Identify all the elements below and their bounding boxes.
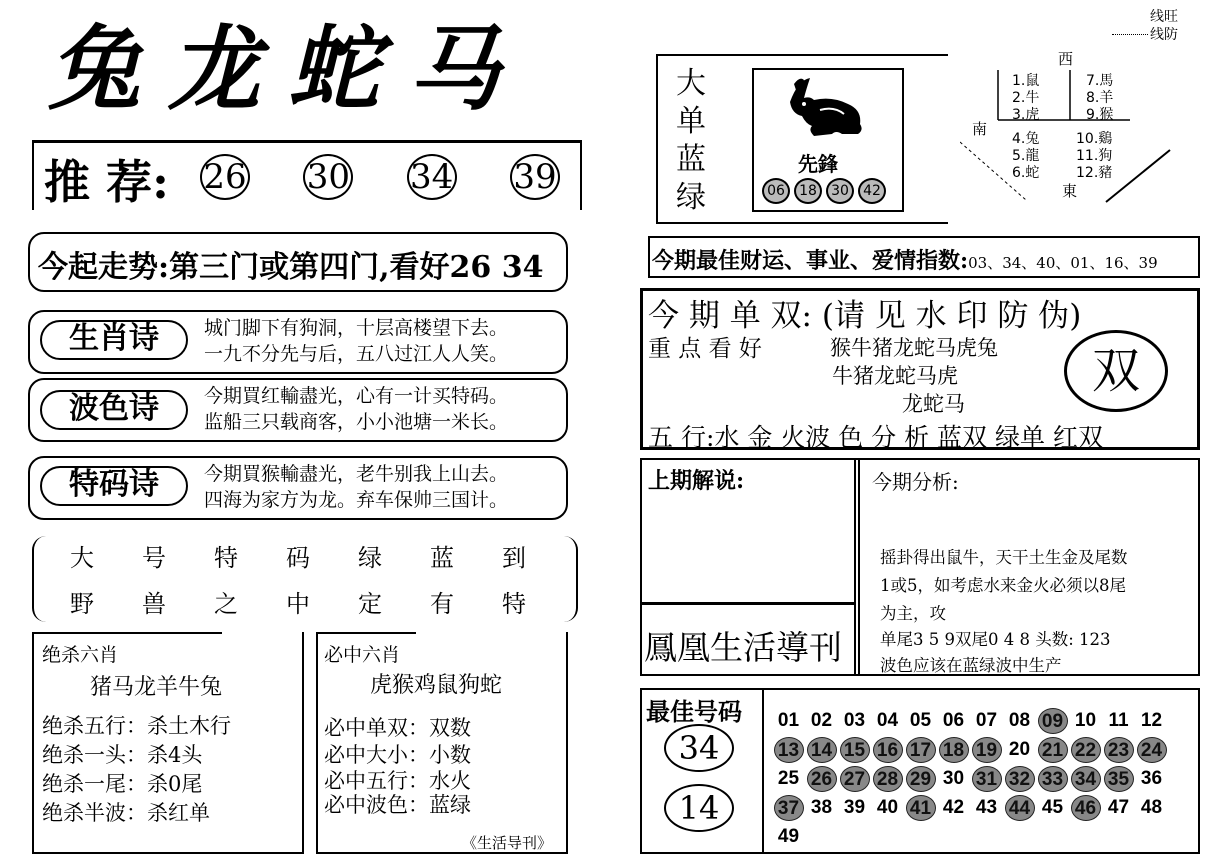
lottery-number: 39: [843, 796, 866, 818]
poem-line: 监船三只载商客，小小池塘一米长。: [204, 411, 509, 433]
banner-char: 兽: [142, 590, 166, 618]
banner-char: 特: [502, 590, 526, 618]
lottery-number: 18: [939, 737, 969, 763]
must-box-top-line: [316, 632, 416, 634]
recommend-label: 推 荐:: [44, 155, 169, 209]
rabbit-icon: [780, 74, 876, 144]
compass-item: 7.馬: [1086, 73, 1114, 89]
number-row: [772, 793, 1196, 822]
oddeven-focus-label: 重 点 看 好: [648, 336, 762, 362]
recommend-number: 39: [510, 154, 560, 200]
pioneer-label: 先鋒: [798, 152, 838, 176]
recommend-number: 26: [200, 154, 250, 200]
index-values: 03、34、40、01、16、39: [968, 254, 1158, 272]
compass-item: 9.猴: [1086, 107, 1114, 123]
banner-char: 野: [70, 590, 94, 618]
lottery-number: 28: [873, 766, 903, 792]
kill-title: 绝杀六肖: [42, 644, 119, 666]
lottery-number: 06: [942, 709, 965, 731]
lottery-number: 13: [774, 737, 804, 763]
analysis-line: 1或5，如考虑水来金火必须以8尾: [880, 576, 1126, 595]
analysis-line: 波色应该在蓝绿波中生产: [880, 656, 1062, 675]
banner-char: 中: [286, 590, 310, 618]
compass-west: 西: [1058, 50, 1074, 68]
lottery-number: 36: [1140, 767, 1163, 789]
recommend-number: 34: [407, 154, 457, 200]
lottery-number: 19: [972, 737, 1002, 763]
compass-item: 4.兔: [1012, 131, 1040, 147]
compass-east: 東: [1062, 182, 1078, 200]
lottery-number: 11: [1108, 709, 1129, 731]
brand-label: 鳳凰生活導刊: [644, 628, 842, 667]
oddeven-footer: 五 行:水 金 火波 色 分 析 蓝双 绿单 红双: [648, 423, 1103, 452]
compass-south: 南: [972, 120, 988, 138]
recommend-number: 30: [303, 154, 353, 200]
corner-dots: [1112, 34, 1148, 35]
lottery-number: 31: [972, 766, 1002, 792]
poem-line: 今期買猴輸盡光，老牛别我上山去。: [204, 463, 509, 485]
pioneer-ball: 18: [794, 178, 822, 204]
lottery-number: 32: [1005, 766, 1035, 792]
lottery-number: 41: [906, 795, 936, 821]
oddeven-line: 龙蛇马: [902, 392, 965, 416]
must-animals: 虎猴鸡鼠狗蛇: [370, 673, 503, 698]
lottery-number: 23: [1104, 737, 1134, 763]
kill-box-top-line: [32, 632, 222, 634]
lottery-number: 42: [942, 796, 965, 818]
number-row: [772, 706, 1196, 735]
page-title: 兔龙蛇马: [48, 15, 529, 123]
lottery-number: 08: [1008, 709, 1031, 731]
lottery-number: 49: [777, 825, 800, 847]
banner-row: [70, 584, 526, 619]
number-row: [772, 735, 1196, 764]
source-label: 《生活导刊》: [462, 834, 553, 852]
corner-note-1: 线旺: [1150, 9, 1178, 25]
lottery-number: 20: [1008, 738, 1031, 760]
oddeven-line: 猴牛猪龙蛇马虎兔: [830, 336, 998, 360]
banner-row: [70, 538, 526, 573]
lottery-number: 03: [843, 709, 866, 731]
oddeven-title: 今 期 单 双: (请 见 水 印 防 伪): [648, 298, 1082, 334]
kill-line: 绝杀五行：杀土木行: [42, 714, 231, 738]
banner-char: 有: [430, 590, 454, 618]
oddeven-badge: 双: [1064, 330, 1168, 412]
analysis-line: 单尾3 5 9双尾0 4 8 头数: 123: [880, 630, 1111, 649]
poem-label-zodiac: 生肖诗: [40, 320, 188, 360]
kill-line: 绝杀半波：杀红单: [42, 801, 210, 825]
banner-char: 绿: [358, 544, 382, 572]
lottery-number: 04: [876, 709, 899, 731]
lottery-number: 29: [906, 766, 936, 792]
pioneer-balls: [762, 178, 886, 204]
lottery-number: 45: [1041, 796, 1064, 818]
must-line: 必中大小：小数: [324, 743, 471, 767]
best-label: 最佳号码: [646, 697, 742, 726]
index-label: [652, 244, 1158, 275]
lottery-number: 16: [873, 737, 903, 763]
poem-label-special: 特码诗: [40, 466, 188, 506]
lottery-number: 40: [876, 796, 899, 818]
lottery-number: 35: [1104, 766, 1134, 792]
lottery-number: 14: [807, 737, 837, 763]
kill-line: 绝杀一头：杀4头: [42, 743, 203, 767]
lottery-number: 33: [1038, 766, 1068, 792]
banner-char: 蓝: [430, 544, 454, 572]
lottery-number: 22: [1071, 737, 1101, 763]
lottery-number: 47: [1107, 796, 1130, 818]
compass-item: 8.羊: [1086, 90, 1114, 106]
must-title: 必中六肖: [324, 644, 401, 666]
must-line: 必中五行：水火: [324, 769, 471, 793]
banner-char: 大: [70, 544, 94, 572]
banner-char: 特: [214, 544, 238, 572]
poem-line: 四海为家方为龙。弃车保帅三国计。: [204, 489, 509, 511]
lottery-number: 37: [774, 795, 804, 821]
lottery-number: 05: [909, 709, 932, 731]
analysis-sep: [640, 602, 854, 605]
lottery-number: 27: [840, 766, 870, 792]
poem-line: 城门脚下有狗洞，十层高楼望下去。: [204, 317, 509, 339]
compass-item: 2.牛: [1012, 90, 1040, 106]
lottery-number: 02: [810, 709, 833, 731]
pioneer-ball: 30: [826, 178, 854, 204]
vertical-char: 单: [676, 104, 706, 139]
compass-item: 6.蛇: [1012, 165, 1040, 181]
compass-item: 12.豬: [1076, 165, 1113, 181]
compass-item: 10.鷄: [1076, 131, 1113, 147]
lottery-number: 44: [1005, 795, 1035, 821]
best-divider: [762, 688, 764, 854]
curr-label: 今期分析:: [872, 470, 959, 494]
banner-char: 号: [142, 544, 166, 572]
must-line: 必中波色：蓝绿: [324, 793, 471, 817]
banner-char: 码: [286, 544, 310, 572]
compass-item: 3.虎: [1012, 107, 1040, 123]
lottery-number: 10: [1074, 709, 1097, 731]
number-row: [772, 822, 1196, 851]
recommend-numbers: [200, 154, 560, 200]
pioneer-ball: 42: [858, 178, 886, 204]
analysis-line: 为主，攻: [880, 604, 946, 623]
lottery-number: 43: [975, 796, 998, 818]
index-label-text: 今期最佳财运、事业、爱情指数:: [652, 248, 969, 274]
lottery-number: 38: [810, 796, 833, 818]
banner-char: 到: [502, 544, 526, 572]
corner-note-2: 线防: [1150, 27, 1178, 43]
lottery-number: 01: [777, 709, 800, 731]
lottery-number: 48: [1140, 796, 1163, 818]
oddeven-line: 牛猪龙蛇马虎: [832, 364, 958, 388]
number-grid: [772, 706, 1196, 852]
banner-char: 之: [214, 590, 238, 618]
poem-line: 一九不分先与后，五八过江人人笑。: [204, 343, 509, 365]
compass-item: 11.狗: [1076, 148, 1113, 164]
lottery-number: 12: [1140, 709, 1163, 731]
vertical-char: 大: [676, 66, 706, 101]
pioneer-ball: 06: [762, 178, 790, 204]
lottery-number: 25: [777, 767, 800, 789]
trend-text: 今起走势:第三门或第四门,看好26 34: [38, 250, 544, 285]
vertical-char: 绿: [676, 180, 706, 215]
lottery-number: 26: [807, 766, 837, 792]
must-line: 必中单双：双数: [324, 716, 471, 740]
compass-item: 5.龍: [1012, 148, 1040, 164]
vertical-char: 蓝: [676, 142, 706, 177]
poem-label-color: 波色诗: [40, 390, 188, 430]
lottery-number: 34: [1071, 766, 1101, 792]
lottery-number: 15: [840, 737, 870, 763]
banner-char: 定: [358, 590, 382, 618]
compass-item: 1.鼠: [1012, 73, 1040, 89]
lottery-number: 17: [906, 737, 936, 763]
analysis-divider: [854, 458, 860, 676]
kill-animals: 猪马龙羊牛兔: [90, 675, 223, 700]
kill-line: 绝杀一尾：杀0尾: [42, 772, 203, 796]
poem-line: 今期買红輸盡光，心有一计买特码。: [204, 385, 509, 407]
lottery-number: 09: [1038, 708, 1068, 734]
best-pick: 14: [664, 784, 734, 832]
lottery-number: 07: [975, 709, 998, 731]
prev-label: 上期解说:: [648, 468, 745, 494]
lottery-number: 30: [942, 767, 965, 789]
analysis-line: 摇卦得出鼠牛，天干土生金及尾数: [880, 548, 1128, 567]
lottery-number: 24: [1137, 737, 1167, 763]
number-row: [772, 764, 1196, 793]
lottery-number: 46: [1071, 795, 1101, 821]
lottery-number: 21: [1038, 737, 1068, 763]
best-pick: 34: [664, 724, 734, 772]
